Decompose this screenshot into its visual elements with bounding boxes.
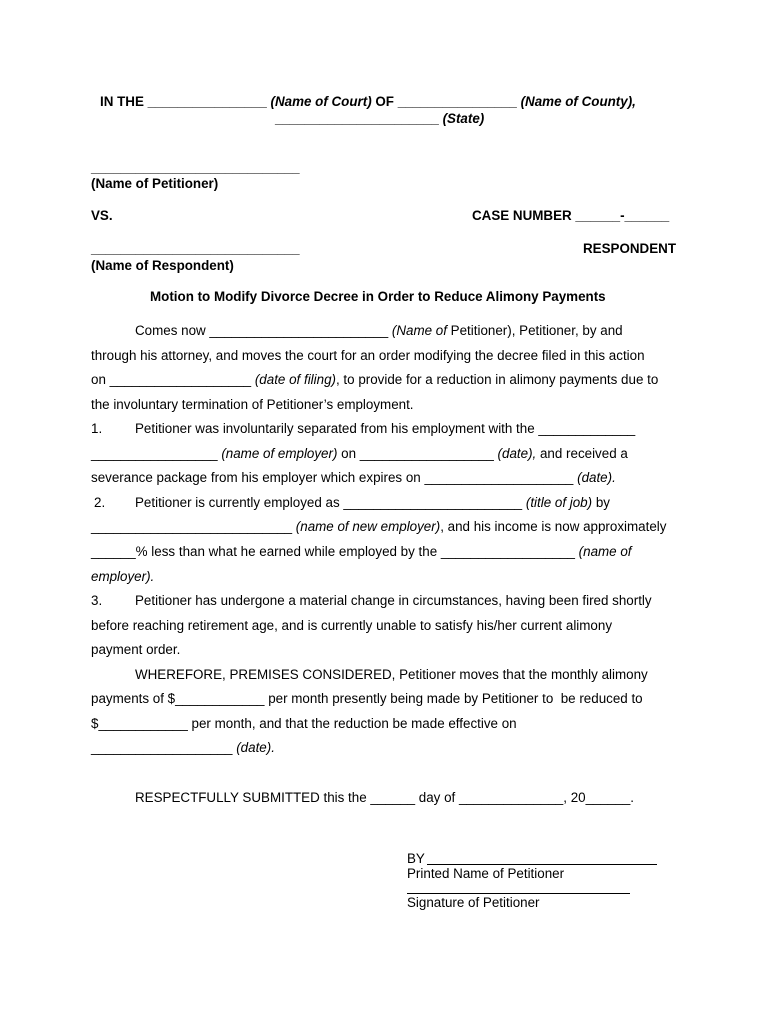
p2-b3: on __________________ (337, 446, 498, 461)
respondent-label: (Name of Respondent) (91, 258, 234, 273)
p3-b2: (name of new employer) (295, 519, 441, 534)
county-label: (Name of County), (520, 94, 636, 109)
p5-line-c: $____________ per month, and that the reduction be made effective on (91, 716, 517, 731)
p3-a2: (title of job) (525, 495, 593, 510)
by-signature-line (427, 864, 657, 865)
p2-line-c (91, 470, 616, 486)
p2-b5: and received a (536, 446, 628, 461)
by-label: BY (407, 851, 425, 866)
p2-c1: severance package from his employer which expires on ____________________ (91, 470, 578, 485)
p2-b4: (date), (497, 446, 537, 461)
p1-a1: Comes now ________________________ (135, 323, 392, 338)
p4-line-b: before reaching retirement age, and is currently unable to satisfy his/her current alimony (91, 618, 613, 633)
p3-num: 2. (94, 495, 106, 510)
document-title: Motion to Modify Divorce Decree in Order to Reduce Alimony Payments (150, 289, 606, 304)
printed-name-label: Printed Name of Petitioner (407, 866, 565, 881)
p5-d1: ___________________ (91, 740, 237, 755)
p1-c3: , to provide for a reduction in alimony payments due to (335, 372, 659, 387)
court-label: (Name of Court) (270, 94, 372, 109)
p3-b1: ___________________________ (91, 519, 296, 534)
p1-c2: (date of filing) (254, 372, 336, 387)
signature-line (407, 893, 630, 894)
petitioner-label: (Name of Petitioner) (91, 176, 219, 191)
p5-line-b: payments of $____________ per month presently being made by Petitioner to be reduced to (91, 691, 643, 706)
p4-line-c: payment order. (91, 642, 181, 657)
p3-line-b (91, 519, 666, 535)
p1-a2: (Name of (391, 323, 447, 338)
county-prefix: OF ________________ (371, 94, 521, 109)
p5-d2: (date). (236, 740, 275, 755)
p3-line-d: employer). (91, 569, 155, 584)
p2-b1: _________________ (91, 446, 222, 461)
p3-c2: (name of (578, 544, 632, 559)
p3-a1: Petitioner is currently employed as ________________________ (135, 495, 526, 510)
p2-line-a: Petitioner was involuntarily separated from his employment with the _____________ (135, 421, 636, 436)
p3-b3: , and his income is now approximately (440, 519, 667, 534)
p1-line-a (135, 323, 623, 339)
p2-b2: (name of employer) (221, 446, 338, 461)
state-label: (State) (442, 111, 485, 126)
submitted-line: RESPECTFULLY SUBMITTED this the ______ day of ______________, 20______. (135, 790, 634, 805)
state-blank: ______________________ (275, 111, 439, 126)
p3-a3: by (592, 495, 610, 510)
signature-label: Signature of Petitioner (407, 895, 540, 910)
p3-line-c (91, 544, 632, 560)
p1-line-c (91, 372, 658, 388)
petitioner-blank: ____________________________ (91, 160, 300, 175)
p5-line-a: WHEREFORE, PREMISES CONSIDERED, Petitioner moves that the monthly alimony (135, 667, 648, 682)
p1-a3: Petitioner), Petitioner, by and (446, 323, 623, 338)
respondent-title: RESPONDENT (583, 241, 677, 256)
p3-line-a (135, 495, 610, 511)
p3-c1: ______% less than what he earned while employed by the __________________ (91, 544, 579, 559)
vs-label: VS. (91, 208, 113, 223)
respondent-blank: ____________________________ (91, 241, 300, 256)
p1-line-d: the involuntary termination of Petitioner’s employment. (91, 397, 414, 412)
p2-num: 1. (91, 421, 103, 436)
state-line (275, 111, 484, 127)
p2-c2: (date). (577, 470, 616, 485)
court-caption-line (100, 94, 636, 110)
p2-line-b (91, 446, 628, 462)
p5-line-d (91, 740, 275, 756)
p4-line-a: Petitioner has undergone a material change in circumstances, having been fired shortly (135, 593, 652, 608)
court-prefix: IN THE ________________ (100, 94, 271, 109)
p4-num: 3. (91, 593, 103, 608)
p1-line-b: through his attorney, and moves the court for an order modifying the decree filed in this action (91, 348, 645, 363)
p1-c1: on ___________________ (91, 372, 255, 387)
case-number: CASE NUMBER ______-______ (472, 208, 670, 223)
